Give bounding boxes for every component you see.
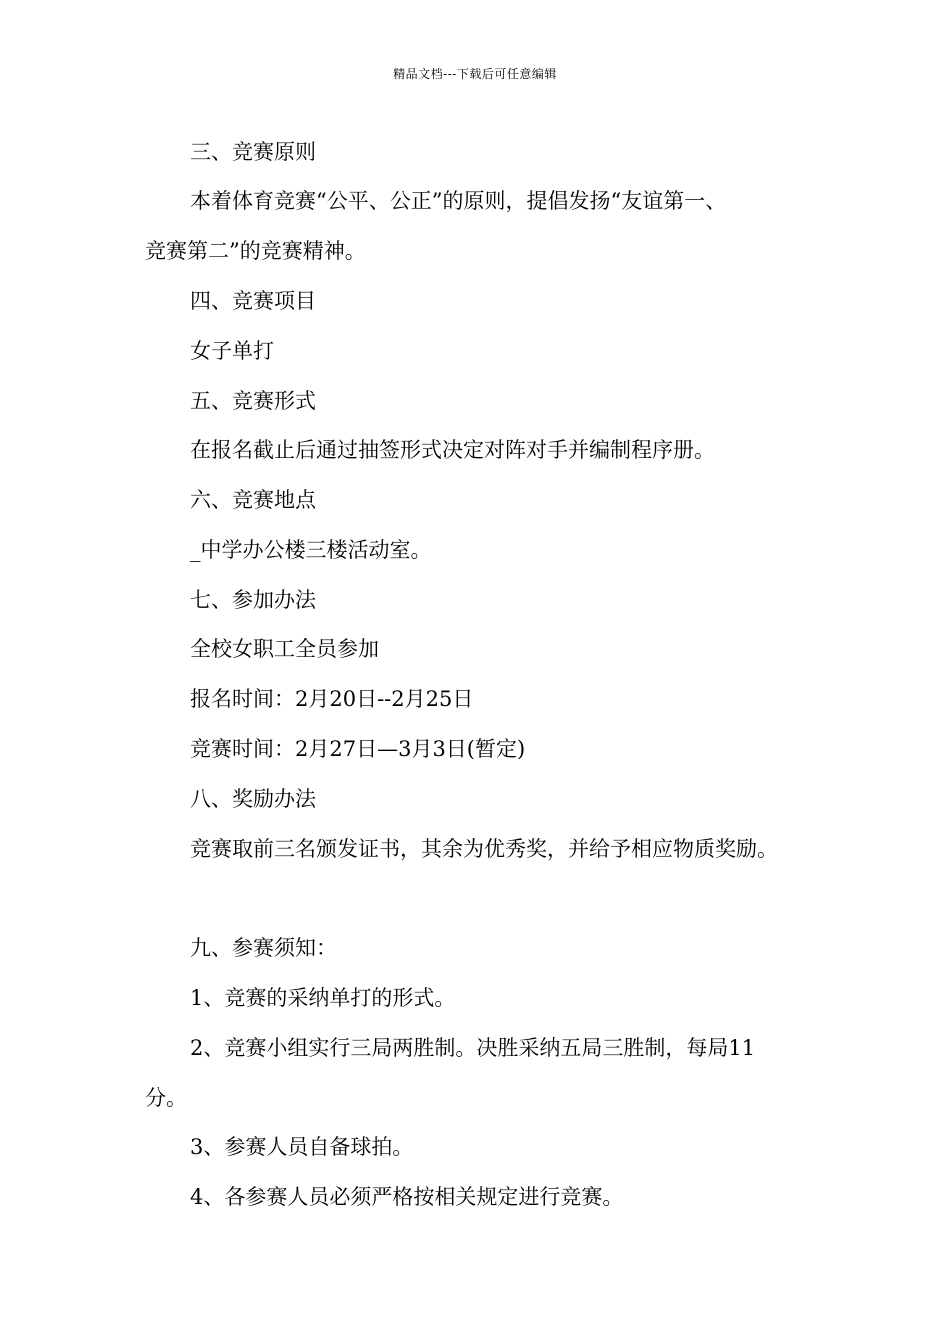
- paragraph-text: _中学办公楼三楼活动室。: [190, 538, 432, 562]
- page-header: 精品文档---下载后可任意编辑: [393, 67, 557, 81]
- paragraph-text: 在报名截止后通过抽签形式决定对阵对手并编制程序册。: [190, 438, 715, 462]
- list-item-continuation: 分。: [145, 1086, 187, 1110]
- section-heading-venue: 六、竞赛地点: [190, 488, 316, 512]
- paragraph-text: 女子单打: [190, 339, 274, 363]
- section-heading-awards: 八、奖励办法: [190, 787, 316, 811]
- paragraph-text: 竞赛第二”的竞赛精神。: [145, 239, 366, 263]
- paragraph-text: 全校女职工全员参加: [190, 637, 379, 661]
- section-heading-events: 四、竞赛项目: [190, 289, 316, 313]
- section-heading-principles: 三、竞赛原则: [190, 140, 316, 164]
- paragraph-text: 报名时间：2月20日--2月25日: [190, 687, 474, 711]
- list-item: 1、竞赛的采纳单打的形式。: [190, 986, 456, 1010]
- section-heading-format: 五、竞赛形式: [190, 389, 316, 413]
- section-heading-notices: 九、参赛须知：: [190, 936, 337, 960]
- paragraph-text: 竞赛取前三名颁发证书，其余为优秀奖，并给予相应物质奖励。: [190, 837, 778, 861]
- list-item: 2、竞赛小组实行三局两胜制。决胜采纳五局三胜制，每局11: [190, 1036, 756, 1060]
- list-item: 4、各参赛人员必须严格按相关规定进行竞赛。: [190, 1185, 624, 1209]
- list-item: 3、参赛人员自备球拍。: [190, 1135, 414, 1159]
- paragraph-text: 竞赛时间：2月27日—3月3日(暂定): [190, 737, 526, 761]
- section-heading-participation: 七、参加办法: [190, 588, 316, 612]
- paragraph-text: 本着体育竞赛“公平、公正”的原则，提倡发扬“友谊第一、: [190, 189, 727, 213]
